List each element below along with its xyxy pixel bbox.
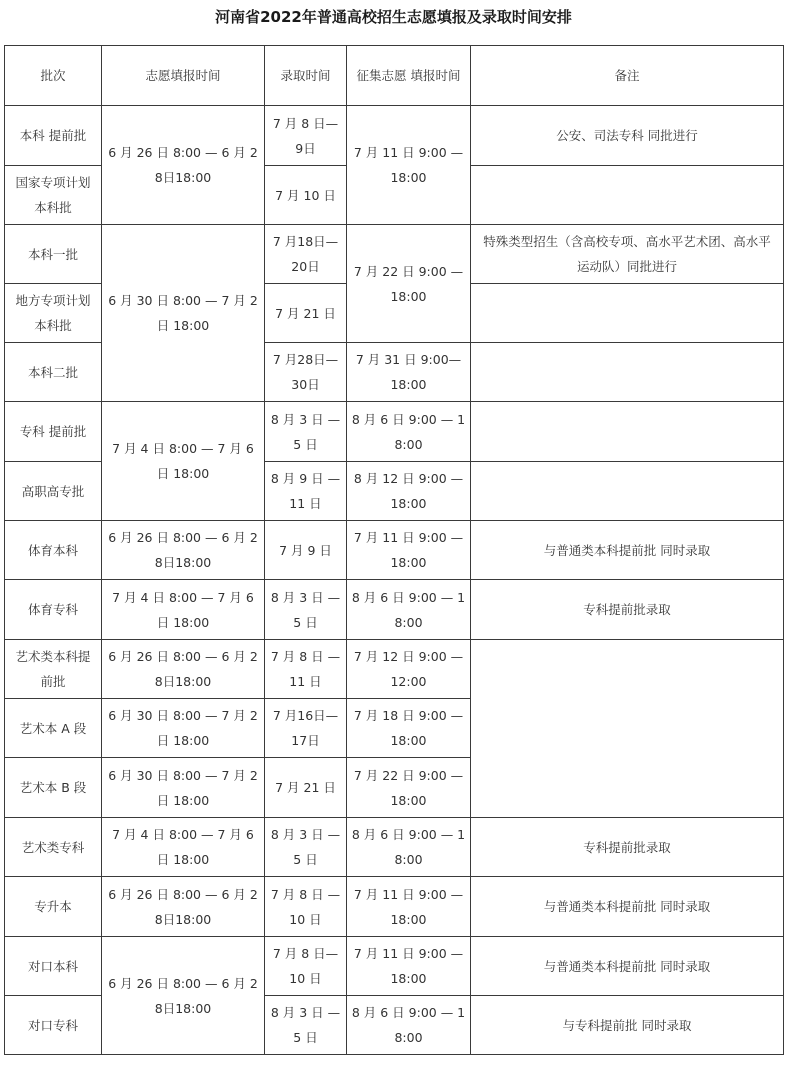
note-cell: 专科提前批录取 — [471, 580, 784, 640]
note-cell: 特殊类型招生（含高校专项、高水平艺术团、高水平运动队）同批进行 — [471, 225, 784, 284]
batch-cell: 对口专科 — [5, 996, 102, 1055]
collect-time-cell: 7 月 22 日 9:00 — 18:00 — [347, 225, 471, 343]
note-cell — [471, 166, 784, 225]
batch-cell: 对口本科 — [5, 937, 102, 996]
fill-time-cell: 6 月 30 日 8:00 — 7 月 2 日 18:00 — [102, 225, 265, 402]
note-cell — [471, 402, 784, 462]
header-cell-collect-time: 征集志愿 填报时间 — [347, 46, 471, 106]
header-cell-admit-time: 录取时间 — [265, 46, 347, 106]
admit-time-cell: 7 月 8 日 — 11 日 — [265, 640, 347, 699]
fill-time-cell: 6 月 26 日 8:00 — 6 月 28日18:00 — [102, 106, 265, 225]
table-row — [5, 106, 784, 166]
note-cell: 与普通类本科提前批 同时录取 — [471, 521, 784, 580]
fill-time-cell: 7 月 4 日 8:00 — 7 月 6 日 18:00 — [102, 818, 265, 877]
admit-time-cell: 7 月18日— 20日 — [265, 225, 347, 284]
admit-time-cell: 7 月 21 日 — [265, 758, 347, 818]
fill-time-cell: 6 月 26 日 8:00 — 6 月 28日18:00 — [102, 640, 265, 699]
header-cell-batch: 批次 — [5, 46, 102, 106]
collect-time-cell: 7 月 11 日 9:00 — 18:00 — [347, 937, 471, 996]
fill-time-cell: 6 月 30 日 8:00 — 7 月 2 日 18:00 — [102, 758, 265, 818]
admit-time-cell: 8 月 3 日 — 5 日 — [265, 996, 347, 1055]
batch-cell: 本科二批 — [5, 343, 102, 402]
collect-time-cell: 8 月 6 日 9:00 — 18:00 — [347, 402, 471, 462]
admit-time-cell: 7 月 8 日 — 10 日 — [265, 877, 347, 937]
admit-time-cell: 7 月 8 日— 10 日 — [265, 937, 347, 996]
collect-time-cell: 8 月 6 日 9:00 — 18:00 — [347, 818, 471, 877]
table-header-row — [5, 46, 784, 106]
note-cell: 专科提前批录取 — [471, 818, 784, 877]
table-row — [5, 402, 784, 462]
batch-cell: 专科 提前批 — [5, 402, 102, 462]
admit-time-cell: 7 月16日— 17日 — [265, 699, 347, 758]
batch-cell: 地方专项计划 本科批 — [5, 284, 102, 343]
table-row — [5, 818, 784, 877]
note-cell — [471, 343, 784, 402]
batch-cell: 艺术类专科 — [5, 818, 102, 877]
note-cell: 与普通类本科提前批 同时录取 — [471, 937, 784, 996]
collect-time-cell: 7 月 12 日 9:00 — 12:00 — [347, 640, 471, 699]
schedule-table — [4, 45, 784, 1055]
batch-cell: 艺术本 A 段 — [5, 699, 102, 758]
note-cell — [471, 640, 784, 818]
admit-time-cell: 8 月 3 日 — 5 日 — [265, 580, 347, 640]
admit-time-cell: 8 月 3 日 — 5 日 — [265, 402, 347, 462]
fill-time-cell: 6 月 30 日 8:00 — 7 月 2 日 18:00 — [102, 699, 265, 758]
admit-time-cell: 8 月 9 日 — 11 日 — [265, 462, 347, 521]
note-cell: 与普通类本科提前批 同时录取 — [471, 877, 784, 937]
fill-time-cell: 7 月 4 日 8:00 — 7 月 6 日 18:00 — [102, 580, 265, 640]
fill-time-cell: 6 月 26 日 8:00 — 6 月 28日18:00 — [102, 521, 265, 580]
batch-cell: 艺术本 B 段 — [5, 758, 102, 818]
batch-cell: 艺术类本科提 前批 — [5, 640, 102, 699]
page-title: 河南省2022年普通高校招生志愿填报及录取时间安排 — [215, 8, 572, 26]
table-row — [5, 521, 784, 580]
fill-time-cell: 7 月 4 日 8:00 — 7 月 6 日 18:00 — [102, 402, 265, 521]
collect-time-cell: 7 月 11 日 9:00 — 18:00 — [347, 521, 471, 580]
batch-cell: 国家专项计划 本科批 — [5, 166, 102, 225]
note-cell: 公安、司法专科 同批进行 — [471, 106, 784, 166]
batch-cell: 本科 提前批 — [5, 106, 102, 166]
collect-time-cell: 7 月 11 日 9:00 — 18:00 — [347, 106, 471, 225]
admit-time-cell: 7 月 9 日 — [265, 521, 347, 580]
note-cell: 与专科提前批 同时录取 — [471, 996, 784, 1055]
header-cell-note: 备注 — [471, 46, 784, 106]
admit-time-cell: 8 月 3 日 — 5 日 — [265, 818, 347, 877]
batch-cell: 体育本科 — [5, 521, 102, 580]
note-cell — [471, 462, 784, 521]
collect-time-cell: 8 月 12 日 9:00 — 18:00 — [347, 462, 471, 521]
table-row — [5, 877, 784, 937]
admit-time-cell: 7 月 21 日 — [265, 284, 347, 343]
header-cell-fill-time: 志愿填报时间 — [102, 46, 265, 106]
collect-time-cell: 7 月 11 日 9:00 — 18:00 — [347, 877, 471, 937]
admit-time-cell: 7 月 8 日— 9日 — [265, 106, 347, 166]
collect-time-cell: 7 月 22 日 9:00 — 18:00 — [347, 758, 471, 818]
batch-cell: 高职高专批 — [5, 462, 102, 521]
batch-cell: 体育专科 — [5, 580, 102, 640]
admit-time-cell: 7 月 10 日 — [265, 166, 347, 225]
collect-time-cell: 8 月 6 日 9:00 — 18:00 — [347, 996, 471, 1055]
note-cell — [471, 284, 784, 343]
table-row — [5, 640, 784, 699]
batch-cell: 专升本 — [5, 877, 102, 937]
admit-time-cell: 7 月28日— 30日 — [265, 343, 347, 402]
fill-time-cell: 6 月 26 日 8:00 — 6 月 28日18:00 — [102, 937, 265, 1055]
batch-cell: 本科一批 — [5, 225, 102, 284]
collect-time-cell: 8 月 6 日 9:00 — 18:00 — [347, 580, 471, 640]
table-row — [5, 225, 784, 284]
collect-time-cell: 7 月 31 日 9:00— 18:00 — [347, 343, 471, 402]
table-row — [5, 937, 784, 996]
fill-time-cell: 6 月 26 日 8:00 — 6 月 28日18:00 — [102, 877, 265, 937]
table-row — [5, 580, 784, 640]
collect-time-cell: 7 月 18 日 9:00 — 18:00 — [347, 699, 471, 758]
